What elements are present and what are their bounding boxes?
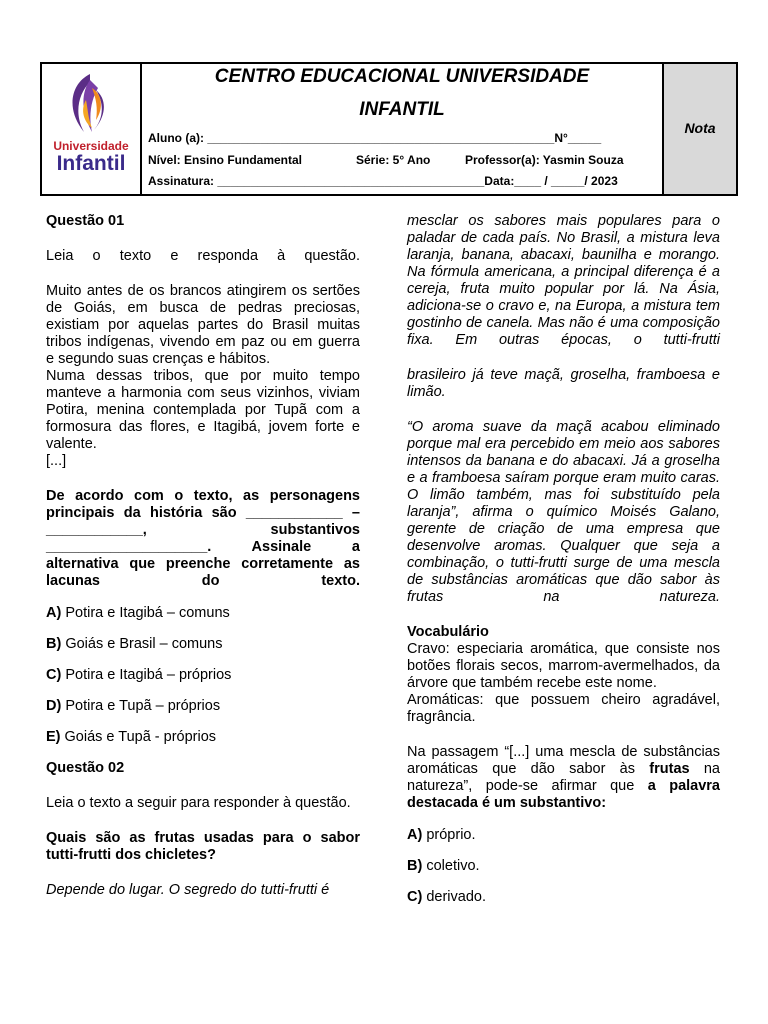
q1-option[interactable]: C) Potira e Itagibá – próprios <box>46 667 232 683</box>
q2b-option[interactable]: C) derivado. <box>407 889 486 905</box>
q1-option[interactable]: B) Goiás e Brasil – comuns <box>46 636 223 652</box>
student-name-field[interactable]: Aluno (a): ____________________________________________________N°_____ <box>148 131 602 145</box>
q2-instruction: Leia o texto a seguir para responder à questão. <box>46 795 351 811</box>
grade-box <box>664 64 736 194</box>
q1-text-paragraph-2: Numa dessas tribos, que por muito tempo manteve a harmonia com seus vizinhos, viviam Potira, menina contemplada por Tupã com a formosura das flores, e Itagibá, jovem forte e valente. <box>46 368 360 452</box>
left-column <box>46 213 360 899</box>
vocabulary-aromaticas: Aromáticas: que possuem cheiro agradável, fragrância. <box>407 692 720 725</box>
q1-text-ellipsis: [...] <box>46 453 67 469</box>
highlighted-word: frutas <box>649 761 690 777</box>
q2-text-paragraph-2: brasileiro já teve maçã, groselha, framboesa e limão. <box>407 367 720 400</box>
teacher-label: Professor(a): Yasmin Souza <box>465 153 624 167</box>
school-logo <box>42 64 142 194</box>
logo-text-universidade: Universidade <box>53 139 129 153</box>
q1-options <box>46 605 360 746</box>
q2b-question: Na passagem “[...] uma mescla de substâncias aromáticas que dão sabor às frutas na natureza”, pode-se afirmar que a palavra destacada é um substantivo: <box>407 744 720 811</box>
q2b-option[interactable]: A) próprio. <box>407 827 476 843</box>
q1-instruction: Leia o texto e responda à questão. <box>46 248 360 264</box>
q2-title: Questão 02 <box>46 760 125 776</box>
school-title-line-2: INFANTIL <box>359 99 445 120</box>
q2-text-start: Depende do lugar. O segredo do tutti-frutti é <box>46 882 330 898</box>
q2-text-paragraph-1: mesclar os sabores mais populares para o paladar de cada país. No Brasil, a mistura leva laranja, banana, abacaxi, baunilha e morango. Na fórmula americana, a principal diferença é a cereja, fruta muito popular por lá. Na Ásia, adiciona-se o cravo e, na Europa, a mistura tem gostinho de canela. Mas não é uma composição fixa. Em outras épocas, o tutti-frutti <box>407 213 720 348</box>
signature-date-field[interactable]: Assinatura: ________________________________________Data:____ / _____/ 2023 <box>148 174 618 188</box>
q1-option[interactable]: D) Potira e Tupã – próprios <box>46 698 221 714</box>
header-info <box>142 64 664 194</box>
q2b-option[interactable]: B) coletivo. <box>407 858 480 874</box>
q2-question: Quais são as frutas usadas para o sabor tutti-frutti dos chicletes? <box>46 830 360 863</box>
q2-text-quote: “O aroma suave da maçã acabou eliminado porque mal era percebido em meio aos sabores intensos da banana e do abacaxi. Já a groselha e a framboesa saíram porque eram muito caras. O limão também, mas foi substituído pela laranja”, afirma o químico Moisés Galano, gerente de criação de uma empresa que desenvolve aromas. Qualquer que seja a combinação, o tutti-frutti surge de uma mescla de substâncias aromáticas que dão sabor às frutas na natureza. <box>407 419 720 605</box>
q1-option[interactable]: A) Potira e Itagibá – comuns <box>46 605 230 621</box>
logo-text-infantil: Infantil <box>56 152 126 175</box>
q1-text-paragraph-1: Muito antes de os brancos atingirem os sertões de Goiás, em busca de pedras preciosas, existiam por aquelas partes do Brasil muitas tribos indígenas, vivendo em paz ou em guerra e segundo suas crenças e hábitos. <box>46 283 360 367</box>
q1-option[interactable]: E) Goiás e Tupã - próprios <box>46 729 217 745</box>
logo-flame-icon <box>46 70 136 188</box>
grade-label-nota: Nota <box>684 120 716 136</box>
school-title-line-1: CENTRO EDUCACIONAL UNIVERSIDADE <box>214 66 590 87</box>
right-column <box>407 213 720 920</box>
vocabulary-cravo: Cravo: especiaria aromática, que consiste nos botões florais secos, marrom-avermelhados, da árvore que também recebe este nome. <box>407 641 720 691</box>
level-label: Nível: Ensino Fundamental <box>148 153 303 167</box>
grade-label: Série: 5° Ano <box>356 153 431 167</box>
q2b-options <box>407 827 720 906</box>
vocabulary-title: Vocabulário <box>407 624 489 640</box>
q1-question: De acordo com o texto, as personagens principais da história são ____________ – ____________, substantivos ____________________. Assinale a alternativa que preenche corretamente as lacunas do texto. <box>46 488 360 589</box>
q1-title: Questão 01 <box>46 213 125 229</box>
worksheet-header <box>40 62 738 196</box>
